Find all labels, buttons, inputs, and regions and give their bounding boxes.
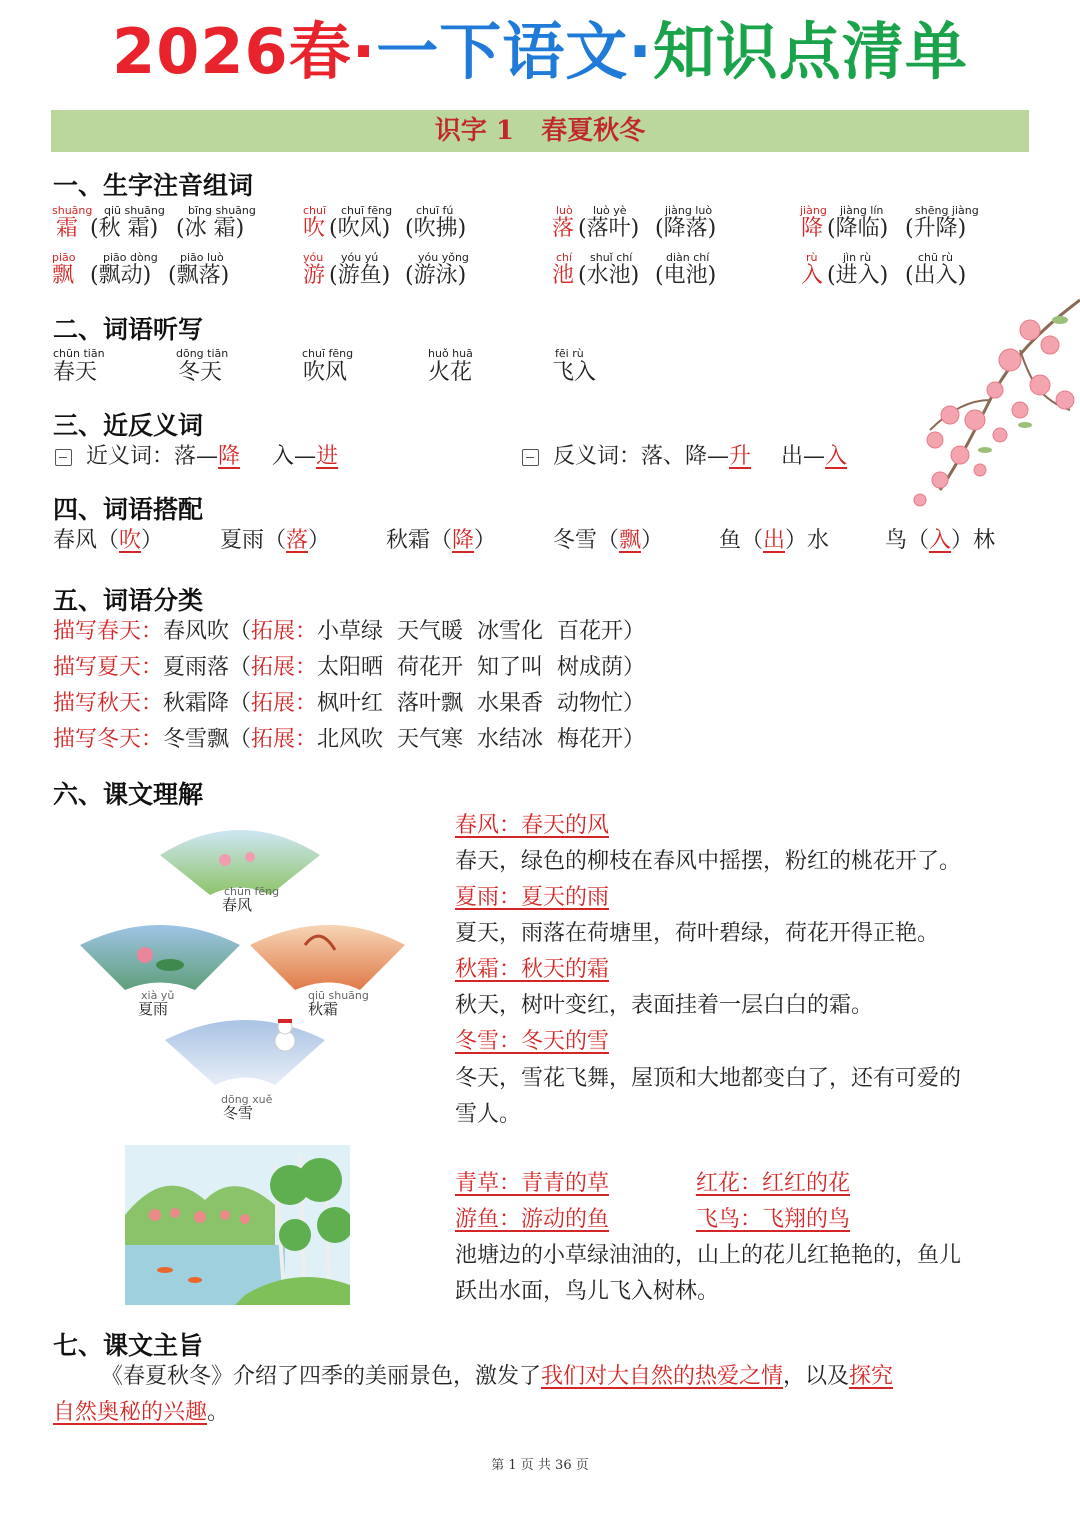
word: (降落) (655, 216, 717, 241)
title-year-part: 2026春· (112, 15, 377, 88)
fan-pinyin: xià yǔ (141, 989, 175, 1002)
synonym-pair: 入— (272, 444, 317, 469)
collocation-item: 冬雪（飘） (553, 528, 664, 553)
section-7-heading: 七、课文主旨 (53, 1331, 204, 1360)
antonym-answer: 升 (729, 444, 752, 469)
autumn-frost-text: 秋天，树叶变红，表面挂着一层白白的霜。 (455, 993, 874, 1018)
green-grass-title: 青草：青青的草 (455, 1171, 610, 1196)
section-5-heading: 五、词语分类 (53, 586, 204, 615)
main-idea-line-1: 《春夏秋冬》介绍了四季的美丽景色，激发了我们对大自然的热爱之情，以及探究 (101, 1364, 894, 1389)
fan-label: 夏雨 (138, 1000, 169, 1018)
synonym-answer: 进 (316, 444, 339, 469)
fan-pinyin: qiū shuāng (308, 989, 369, 1002)
word-pinyin: piāo dòng (103, 251, 158, 264)
char: 游 (303, 263, 326, 288)
main-idea-line-2: 自然奥秘的兴趣。 (53, 1400, 230, 1425)
swimming-fish-title: 游鱼：游动的鱼 (455, 1207, 610, 1232)
summer-rain-title: 夏雨：夏天的雨 (455, 885, 610, 910)
page-number: 第 1 页 共 36 页 (491, 1458, 589, 1473)
word-pinyin: yóu yǒng (418, 251, 469, 264)
word: (进入) (827, 263, 889, 288)
winter-snow-text: 冬天，雪花飞舞，屋顶和大地都变白了，还有可爱的 (455, 1066, 962, 1091)
landscape-text: 池塘边的小草绿油油的，山上的花儿红艳艳的，鱼儿 (455, 1243, 962, 1268)
section-1-heading: 一、生字注音组词 (53, 171, 254, 200)
edit-box-icon (522, 449, 539, 466)
word-pinyin: shēng jiàng (915, 204, 979, 217)
classification-row: 描写夏天：夏雨落（拓展：太阳晒 荷花开 知了叫 树成荫） (53, 655, 646, 680)
fan-label: 春风 (222, 896, 253, 914)
winter-snow-text-2: 雪人。 (455, 1102, 522, 1127)
collocation-item: 鸟（入）林 (885, 528, 996, 553)
dictation-pinyin: huǒ huā (428, 347, 473, 360)
word-pinyin: chū rù (918, 251, 953, 264)
dictation-pinyin: chūn tiān (53, 347, 105, 360)
word-pinyin: luò yè (593, 204, 627, 217)
lesson-banner: 识字 1 春夏秋冬 (51, 110, 1029, 152)
char: 霜 (56, 216, 79, 241)
word: (水池) (578, 263, 640, 288)
fan-pinyin: dōng xuě (221, 1093, 273, 1106)
fan-pinyin: chūn fēng (224, 885, 280, 898)
synonyms-line (55, 442, 338, 472)
synonym-label: 近义词： (86, 444, 175, 469)
antonym-pair: 落、降— (641, 444, 730, 469)
red-flower-title: 红花：红红的花 (696, 1171, 851, 1196)
word-pinyin: piāo luò (180, 251, 224, 264)
word: (降临) (827, 216, 889, 241)
edit-box-icon (55, 449, 72, 466)
seasons-fans-illustration (75, 805, 415, 1125)
word: (吹风) (329, 216, 391, 241)
char-pinyin: piāo (52, 251, 76, 264)
flying-bird-title: 飞鸟：飞翔的鸟 (696, 1207, 851, 1232)
word-pinyin: qiū shuāng (104, 204, 165, 217)
collocation-item: 鱼（出）水 (719, 528, 830, 553)
char-pinyin: shuāng (52, 204, 93, 217)
landscape-illustration (125, 1145, 350, 1305)
landscape-text-2: 跃出水面，鸟儿飞入树林。 (455, 1279, 720, 1304)
autumn-frost-title: 秋霜：秋天的霜 (455, 957, 610, 982)
word-pinyin: shuǐ chí (590, 251, 633, 264)
classification-row: 描写秋天：秋霜降（拓展：枫叶红 落叶飘 水果香 动物忙） (53, 691, 646, 716)
char-pinyin: chí (556, 251, 573, 264)
synonym-pair: 落— (174, 444, 219, 469)
dictation-word: 吹风 (303, 360, 348, 385)
word: (飘落) (168, 263, 230, 288)
word-pinyin: jìn rù (843, 251, 872, 264)
word-pinyin: chuī fú (416, 204, 454, 217)
word-pinyin: jiàng luò (665, 204, 713, 217)
section-6-heading: 六、课文理解 (53, 780, 204, 809)
char-pinyin: chuī (303, 204, 327, 217)
word: (落叶) (578, 216, 640, 241)
char: 入 (801, 263, 824, 288)
fan-label: 秋霜 (308, 1000, 339, 1018)
dictation-word: 飞入 (552, 360, 597, 385)
classification-row: 描写春天：春风吹（拓展：小草绿 天气暖 冰雪化 百花开） (53, 619, 646, 644)
synonym-answer: 降 (218, 444, 241, 469)
dictation-pinyin: dōng tiān (176, 347, 229, 360)
word: (升降) (905, 216, 967, 241)
title-list-part: 知识点清单 (652, 15, 968, 88)
char-pinyin: yóu (303, 251, 324, 264)
char: 飘 (52, 263, 75, 288)
antonym-answer: 入 (825, 444, 848, 469)
section-2-heading: 二、词语听写 (53, 315, 204, 344)
antonym-label: 反义词： (553, 444, 642, 469)
collocation-item: 春风（吹） (53, 528, 164, 553)
dictation-pinyin: chuī fēng (302, 347, 354, 360)
dictation-word: 火花 (428, 360, 473, 385)
word-pinyin: chuī fēng (341, 204, 393, 217)
antonyms-line (522, 442, 847, 472)
word: (飘动) (90, 263, 152, 288)
char: 降 (801, 216, 824, 241)
char-pinyin: luò (556, 204, 573, 217)
dictation-word: 春天 (53, 360, 98, 385)
word-pinyin: jiàng lín (840, 204, 884, 217)
title-subject-part: 一下语文· (376, 15, 653, 88)
section-4-heading: 四、词语搭配 (53, 495, 204, 524)
collocation-item: 秋霜（降） (386, 528, 497, 553)
word-pinyin: bīng shuāng (188, 204, 256, 217)
word: (出入) (905, 263, 967, 288)
cherry-blossom-decoration (880, 290, 1080, 530)
word: (游泳) (405, 263, 467, 288)
classification-row: 描写冬天：冬雪飘（拓展：北风吹 天气寒 水结冰 梅花开） (53, 727, 646, 752)
word: (游鱼) (329, 263, 391, 288)
spring-wind-title: 春风：春天的风 (455, 813, 610, 838)
winter-snow-title: 冬雪：冬天的雪 (455, 1029, 610, 1054)
word: (电池) (655, 263, 717, 288)
word-pinyin: diàn chí (666, 251, 710, 264)
summer-rain-text: 夏天，雨落在荷塘里，荷叶碧绿，荷花开得正艳。 (455, 921, 940, 946)
word: (吹拂) (405, 216, 467, 241)
antonym-pair: 出— (781, 444, 826, 469)
word: (秋 霜) (90, 216, 159, 241)
word: (冰 霜) (176, 216, 245, 241)
char: 吹 (303, 216, 326, 241)
char-pinyin: jiàng (800, 204, 827, 217)
char: 池 (552, 263, 575, 288)
page-title (0, 12, 1080, 92)
char: 落 (552, 216, 575, 241)
dictation-pinyin: fēi rù (555, 347, 584, 360)
fan-label: 冬雪 (223, 1104, 254, 1122)
dictation-word: 冬天 (178, 360, 223, 385)
word-pinyin: yóu yú (341, 251, 379, 264)
collocation-item: 夏雨（落） (220, 528, 331, 553)
spring-wind-text: 春天，绿色的柳枝在春风中摇摆，粉红的桃花开了。 (455, 849, 962, 874)
char-pinyin: rù (806, 251, 818, 264)
section-3-heading: 三、近反义词 (53, 411, 204, 440)
